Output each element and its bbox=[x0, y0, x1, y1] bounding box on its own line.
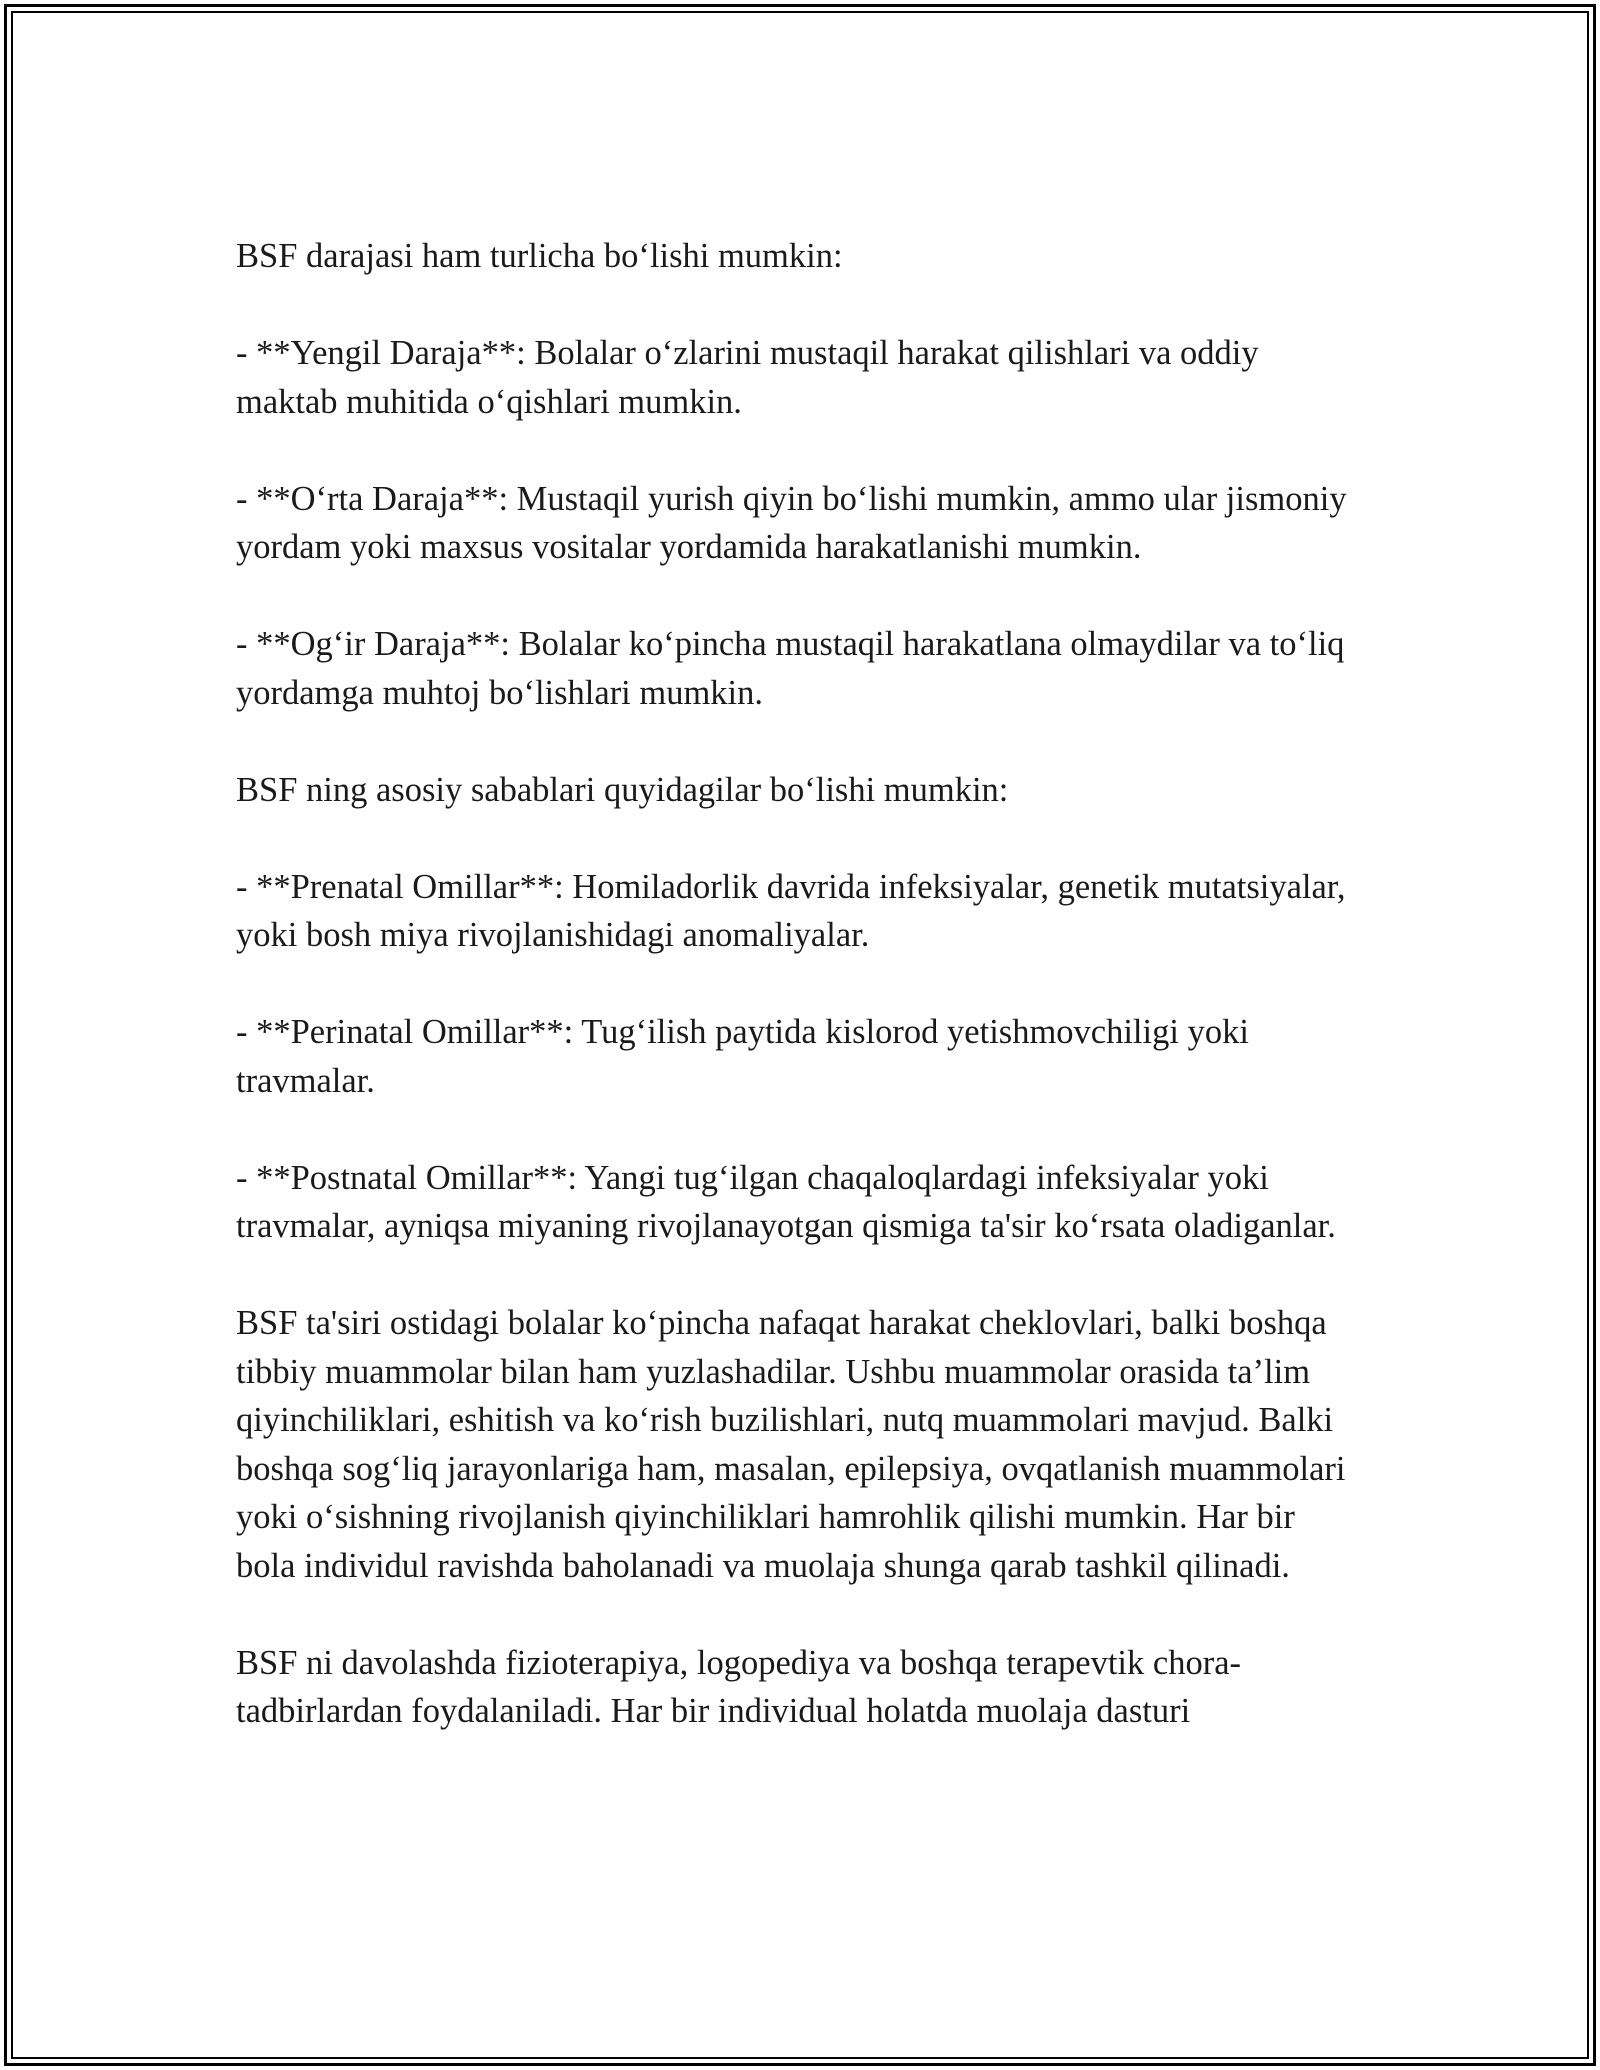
paragraph-prenatal-factors: - **Prenatal Omillar**: Homiladorlik davrida infeksiyalar, genetik mutatsiyalar, yoki bosh miya rivojlanishidagi anomaliyalar. bbox=[236, 867, 1346, 954]
paragraph-associated-problems: BSF ta'siri ostidagi bolalar ko‘pincha nafaqat harakat cheklovlari, balki boshqa tibbiy muammolar bilan ham yuzlashadilar. Ushbu muammolar orasida ta’lim qiyinchiliklari, eshitish va ko‘rish buzilishlari, nutq muammolari mavjud. Balki boshqa sog‘liq jarayonlariga ham, masalan, epilepsiya, ovqatlanish muammolari yoki o‘sishning rivojlanish qiyinchiliklari hamrohlik qilishi mumkin. Har bir bola individul ravishda baholanadi va muolaja shunga qarab tashkil qilinadi. bbox=[236, 1304, 1346, 1585]
paragraph-severe-level: - **Og‘ir Daraja**: Bolalar ko‘pincha mustaqil harakatlana olmaydilar va to‘liq yordamga muhtoj bo‘lishlari mumkin. bbox=[236, 625, 1345, 712]
paragraph-mild-level: - **Yengil Daraja**: Bolalar o‘zlarini mustaqil harakat qilishlari va oddiy maktab muhitida o‘qishlari mumkin. bbox=[236, 334, 1259, 421]
paragraph-causes-intro: BSF ning asosiy sabablari quyidagilar bo‘lishi mumkin: bbox=[236, 770, 1009, 809]
paragraph-severity-intro: BSF darajasi ham turlicha bo‘lishi mumkin: bbox=[236, 237, 843, 275]
paragraph-moderate-level: - **O‘rta Daraja**: Mustaqil yurish qiyin bo‘lishi mumkin, ammo ular jismoniy yordam yoki maxsus vositalar yordamida harakatlanishi mumkin. bbox=[236, 479, 1347, 566]
paragraph-treatment: BSF ni davolashda fizioterapiya, logopediya va boshqa terapevtik chora-tadbirlardan foydalaniladi. Har bir individual holatda muolaja dasturi bbox=[236, 1643, 1241, 1730]
paragraph-postnatal-factors: - **Postnatal Omillar**: Yangi tug‘ilgan chaqaloqlardagi infeksiyalar yoki travmalar, ayniqsa miyaning rivojlanayotgan qismiga ta'sir ko‘rsata oladiganlar. bbox=[236, 1158, 1336, 1245]
paragraph-perinatal-factors: - **Perinatal Omillar**: Tug‘ilish paytida kislorod yetishmovchiligi yoki travmalar. bbox=[236, 1013, 1249, 1100]
document-body bbox=[236, 232, 1361, 1784]
